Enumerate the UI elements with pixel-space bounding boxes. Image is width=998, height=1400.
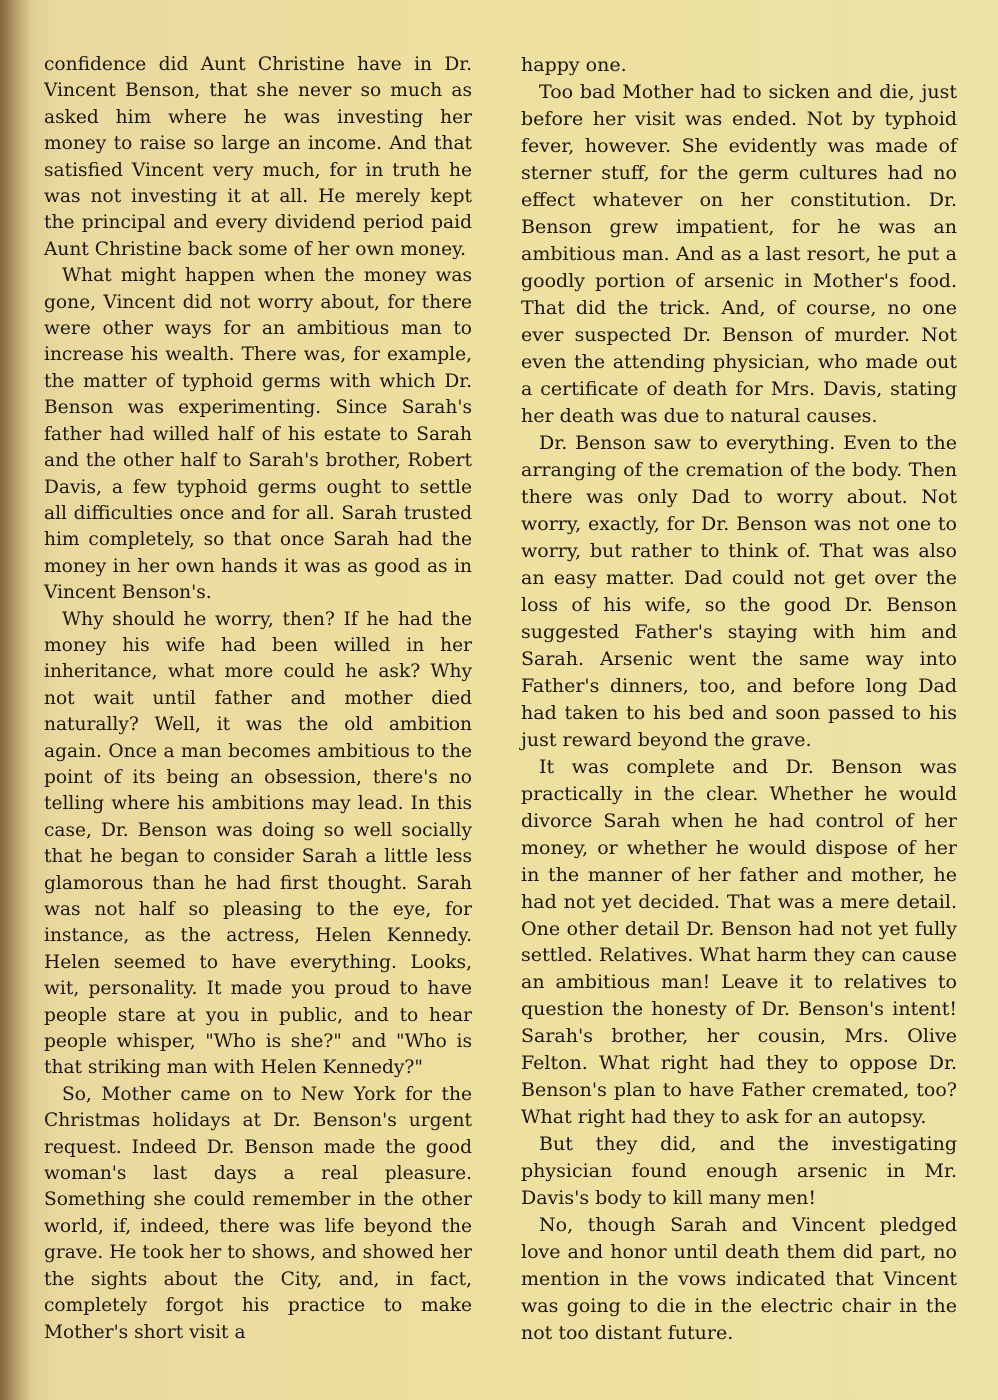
paragraph: What might happen when the money was gone, Vincent did not worry about, for there were other ways for an ambitious man to increase his wealth. There was, for example, the matter of typhoid germs with which Dr. Benson was experimenting. Since Sarah's father had willed half of his estate to Sarah and the other half to Sarah's brother, Robert Davis, a few typhoid germs ought to settle all difficulties once and for all. Sarah trusted him completely, so that once Sarah had the money in her own hands it was as good as in Vincent Benson's. (44, 265, 472, 604)
page-binding-edge (0, 0, 30, 1400)
paragraph: So, Mother came on to New York for the Christmas holidays at Dr. Benson's urgent request. Indeed Dr. Benson made the good woman's last days a real pleasure. Something she could remember in the other world, if, indeed, there was life beyond the grave. He took her to shows, and showed her the sights about the City, and, in fact, completely forgot his practice to make Mother's short visit a (44, 1083, 472, 1343)
right-text-column (521, 52, 957, 1347)
left-text-column (44, 52, 472, 1346)
paragraph: happy one. (521, 54, 627, 76)
paragraph: Dr. Benson saw to everything. Even to the arranging of the cremation of the body. Then there was only Dad to worry about. Not worry, exactly, for Dr. Benson was not one to worry, but rather to think of. That was also an easy matter. Dad could not get over the loss of his wife, so the good Dr. Benson suggested Father's staying with him and Sarah. Arsenic went the same way into Father's dinners, too, and before long Dad had taken to his bed and soon passed to his just reward beyond the grave. (521, 431, 957, 751)
paragraph: It was complete and Dr. Benson was practically in the clear. Whether he would divorce Sarah when he had control of her money, or whether he would dispose of her in the manner of her father and mother, he had not yet decided. That was a mere detail. One other detail Dr. Benson had not yet fully settled. Relatives. What harm they can cause an ambitious man! Leave it to relatives to question the honesty of Dr. Benson's intent! Sarah's brother, her cousin, Mrs. Olive Felton. What right had they to oppose Dr. Benson's plan to have Father cremated, too? What right had they to ask for an autopsy. (521, 755, 957, 1129)
paragraph: Too bad Mother had to sicken and die, just before her visit was ended. Not by typhoid fever, however. She evidently was made of sterner stuff, for the germ cultures had no effect whatever on her constitution. Dr. Benson grew impatient, for he was an ambitious man. And as a last resort, he put a goodly portion of arsenic in Mother's food. That did the trick. And, of course, no one ever suspected Dr. Benson of murder. Not even the attending physician, who made out a certificate of death for Mrs. Davis, stating her death was due to natural causes. (521, 80, 957, 427)
paragraph: No, though Sarah and Vincent pledged love and honor until death them did part, no mention in the vows indicated that Vincent was going to die in the electric chair in the not too distant future. (521, 1214, 957, 1345)
paragraph: confidence did Aunt Christine have in Dr. Vincent Benson, that she never so much as asked him where he was investing her money to raise so large an income. And that satisfied Vincent very much, for in truth he was not investing it at all. He merely kept the principal and every dividend period paid Aunt Christine back some of her own money. (44, 54, 472, 260)
paragraph: But they did, and the investigating physician found enough arsenic in Mr. Davis's body to kill many men! (521, 1133, 957, 1210)
paragraph: Why should he worry, then? If he had the money his wife had been willed in her inheritance, what more could he ask? Why not wait until father and mother died naturally? Well, it was the old ambition again. Once a man becomes ambitious to the point of its being an obsession, there's no telling where his ambitions may lead. In this case, Dr. Benson was doing so well socially that he began to consider Sarah a little less glamorous than he had first thought. Sarah was not half so pleasing to the eye, for instance, as the actress, Helen Kennedy. Helen seemed to have everything. Looks, wit, personality. It made you proud to have people stare at you in public, and to hear people whisper, "Who is she?" and "Who is that striking man with Helen Kennedy?" (44, 608, 472, 1079)
